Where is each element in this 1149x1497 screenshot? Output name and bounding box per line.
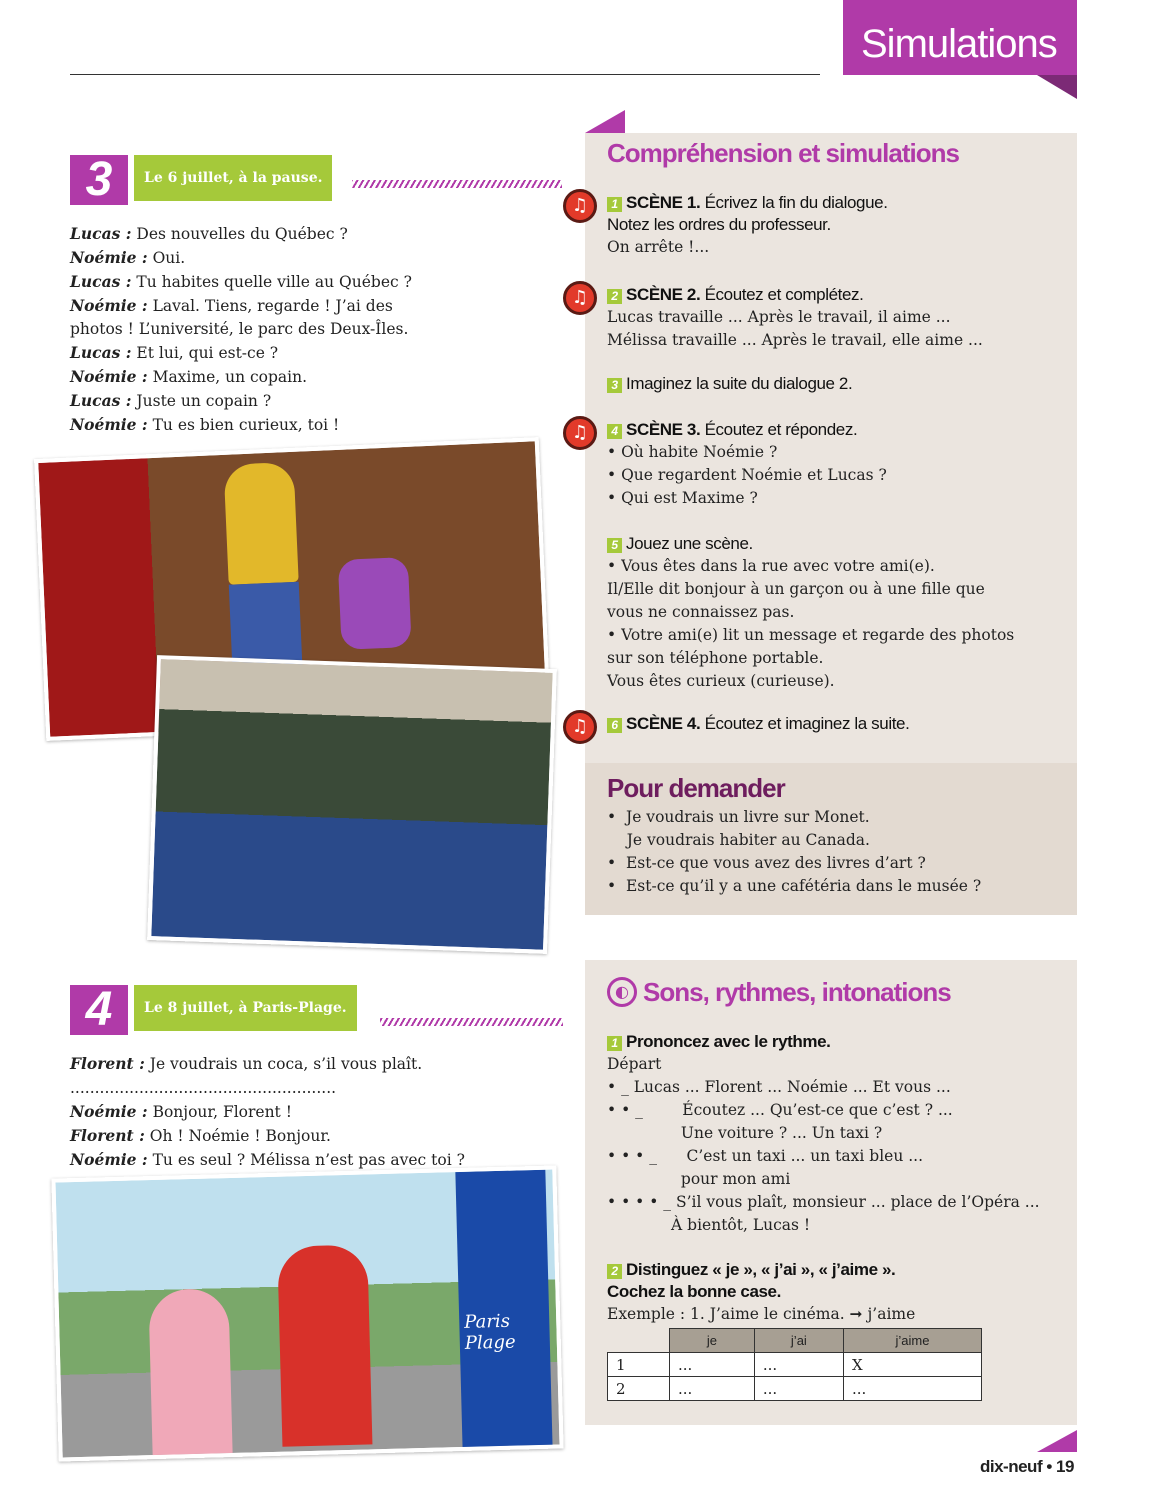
exercise-line: • Votre ami(e) lit un message et regarde des photos (607, 626, 1015, 644)
exercise-5 (607, 533, 1067, 693)
table-row (608, 1353, 982, 1377)
sound-icon: ◐ (607, 977, 637, 1007)
rhythm-line: • • • • _ S’il vous plaît, monsieur ... place de l’Opéra ... (607, 1193, 1040, 1211)
speaker: Noémie : (70, 1102, 148, 1121)
tab-corner (1037, 75, 1077, 99)
exercise-line: Vous êtes curieux (curieuse). (607, 672, 835, 690)
scene-number-3: 3 (70, 155, 128, 205)
line-text: Je voudrais un coca, s’il vous plaît. (144, 1055, 423, 1073)
cell: 2 (608, 1377, 670, 1401)
rhythm-line: À bientôt, Lucas ! (607, 1216, 811, 1234)
exercise-number: 3 (607, 378, 622, 393)
exercise-subtitle: Notez les ordres du professeur. (607, 215, 831, 234)
speaker: Noémie : (70, 296, 148, 315)
footer-corner (1037, 1430, 1077, 1452)
exercise-number: 2 (607, 289, 622, 304)
scene-label: SCÈNE 4. (626, 714, 701, 733)
dialogue-line (70, 1052, 510, 1076)
rhythm-line: • • _ Écoutez ... Qu’est-ce que c’est ? ... (607, 1101, 953, 1119)
list-item: Je voudrais habiter au Canada. (607, 831, 870, 849)
cell[interactable]: ... (670, 1353, 755, 1377)
exercise-line: Mélissa travaille ... Après le travail, elle aime ... (607, 331, 983, 349)
exercise-title: Jouez une scène. (626, 534, 753, 553)
exercise-line: • Qui est Maxime ? (607, 489, 758, 507)
scene-3-label: Le 6 juillet, à la pause. (134, 155, 332, 201)
scene-number-4: 4 (70, 985, 128, 1035)
exercise-line: On arrête !... (607, 238, 710, 256)
exercise-number: 6 (607, 718, 622, 733)
cell[interactable]: ... (843, 1377, 981, 1401)
exercise-title: Écrivez la fin du dialogue. (700, 193, 888, 212)
dialogue-line (70, 1124, 510, 1148)
panel-corner (585, 110, 625, 133)
speaker: Florent : (70, 1054, 145, 1073)
rhythm-line: • _ Lucas ... Florent ... Noémie ... Et vous ... (607, 1078, 951, 1096)
comprehension-heading: Compréhension et simulations (607, 138, 959, 168)
line-text: Laval. Tiens, regarde ! J’ai des photos ! L’université, le parc des Deux-Îles. (70, 297, 409, 338)
illustration-florent-noemie (51, 1165, 563, 1461)
dialogue-line (70, 222, 430, 246)
exercise-title: Imaginez la suite du dialogue 2. (626, 374, 853, 393)
list-item: • Est-ce que vous avez des livres d’art ? (607, 854, 926, 872)
header-rule (70, 74, 820, 75)
dialogue-line (70, 341, 430, 365)
exercise-title: Écoutez et imaginez la suite. (700, 714, 910, 733)
hatch-divider (380, 1018, 563, 1026)
line-text: Oui. (147, 249, 186, 267)
cell[interactable]: ... (754, 1377, 843, 1401)
cell: 1 (608, 1353, 670, 1377)
pour-demander-list (607, 806, 981, 898)
speaker: Lucas : (70, 224, 132, 243)
dialogue-line (70, 270, 430, 294)
exercise-title: Prononcez avec le rythme. (626, 1032, 831, 1051)
list-item: • Est-ce qu’il y a une cafétéria dans le musée ? (607, 877, 982, 895)
exercise-4 (607, 419, 1067, 510)
exercise-title: Écoutez et répondez. (700, 420, 858, 439)
dialogue-line (70, 1100, 510, 1124)
dialogue-scene-3 (70, 222, 430, 437)
col-je: je (670, 1329, 755, 1353)
exercise-number: 1 (607, 197, 622, 212)
photo-paris-plage (147, 655, 557, 954)
speaker: Noémie : (70, 248, 148, 267)
list-item: • Je voudrais un livre sur Monet. (607, 808, 870, 826)
rhythm-lines (607, 1053, 1067, 1237)
rhythm-line: • • • _ C’est un taxi ... un taxi bleu ... (607, 1147, 924, 1165)
speaker: Florent : (70, 1126, 145, 1145)
paris-plage-sign: Paris Plage (464, 1310, 516, 1354)
answer-table (607, 1328, 982, 1401)
example-text: Exemple : 1. J’aime le cinéma. ➞ j’aime (607, 1305, 916, 1323)
line-text: Des nouvelles du Québec ? (131, 225, 348, 243)
dialogue-line (70, 246, 430, 270)
exercise-line: Lucas travaille ... Après le travail, il aime ... (607, 308, 951, 326)
exercise-title: Écoutez et complétez. (700, 285, 864, 304)
line-text: Maxime, un copain. (147, 368, 308, 386)
exercise-line: sur son téléphone portable. (607, 649, 824, 667)
scene-label: SCÈNE 1. (626, 193, 701, 212)
line-text: Tu es bien curieux, toi ! (147, 416, 340, 434)
scene-label: SCÈNE 3. (626, 420, 701, 439)
scene-label: SCÈNE 2. (626, 285, 701, 304)
exercise-3 (607, 373, 1067, 395)
line-text: Bonjour, Florent ! (147, 1103, 292, 1121)
exercise-number: 4 (607, 424, 622, 439)
exercise-number: 1 (607, 1036, 622, 1051)
table-row (608, 1377, 982, 1401)
line-text: Tu habites quelle ville au Québec ? (131, 273, 412, 291)
col-jai: j’ai (754, 1329, 843, 1353)
speaker: Lucas : (70, 343, 132, 362)
exercise-2 (607, 284, 1067, 352)
audio-headphones-icon[interactable]: ♫ (563, 189, 597, 223)
hatch-divider (352, 180, 562, 188)
col-jaime: j’aime (843, 1329, 981, 1353)
exercise-line: • Vous êtes dans la rue avec votre ami(e). (607, 557, 935, 575)
speaker: Lucas : (70, 272, 132, 291)
exercise-title: Distinguez « je », « j’ai », « j’aime ». (626, 1260, 896, 1279)
cell[interactable]: ... (754, 1353, 843, 1377)
line-text: Oh ! Noémie ! Bonjour. (144, 1127, 331, 1145)
speaker: Noémie : (70, 367, 148, 386)
section-title-tab: Simulations (843, 0, 1077, 75)
exercise-subtitle: Cochez la bonne case. (607, 1282, 781, 1301)
page-number: dix-neuf • 19 (980, 1457, 1074, 1476)
speaker: Lucas : (70, 391, 132, 410)
dialogue-line (70, 413, 430, 437)
rhythm-line: pour mon ami (607, 1170, 791, 1188)
dialogue-line (70, 389, 430, 413)
rhythm-line: Départ (607, 1055, 662, 1073)
exercise-number: 5 (607, 538, 622, 553)
exercise-number: 2 (607, 1264, 622, 1279)
cell[interactable]: ... (670, 1377, 755, 1401)
speaker: Noémie : (70, 1150, 148, 1169)
sons-heading: Sons, rythmes, intonations (643, 977, 951, 1007)
line-text: Juste un copain ? (131, 392, 272, 410)
exercise-6 (607, 713, 1067, 735)
dialogue-line (70, 294, 430, 341)
dialogue-line (70, 365, 430, 389)
dialogue-scene-4 (70, 1052, 510, 1172)
cell[interactable]: X (843, 1353, 981, 1377)
pour-demander-heading: Pour demander (607, 773, 785, 803)
dialogue-line (70, 1076, 510, 1100)
exercise-1 (607, 192, 1067, 259)
rhythm-line: Une voiture ? ... Un taxi ? (607, 1124, 883, 1142)
speaker: Noémie : (70, 415, 148, 434)
line-text: Et lui, qui est-ce ? (131, 344, 279, 362)
exercise-line: • Où habite Noémie ? (607, 443, 778, 461)
exercise-line: Il/Elle dit bonjour à un garçon ou à une fille que (607, 580, 985, 598)
exercise-line: vous ne connaissez pas. (607, 603, 795, 621)
exercise-line: • Que regardent Noémie et Lucas ? (607, 466, 887, 484)
line-text: ...................................................... (70, 1079, 337, 1097)
audio-headphones-icon[interactable]: ♫ (563, 416, 597, 450)
scene-4-label: Le 8 juillet, à Paris-Plage. (134, 985, 357, 1031)
audio-headphones-icon[interactable]: ♫ (563, 710, 597, 744)
line-text: Tu es seul ? Mélissa n’est pas avec toi ? (147, 1151, 465, 1169)
audio-headphones-icon[interactable]: ♫ (563, 281, 597, 315)
